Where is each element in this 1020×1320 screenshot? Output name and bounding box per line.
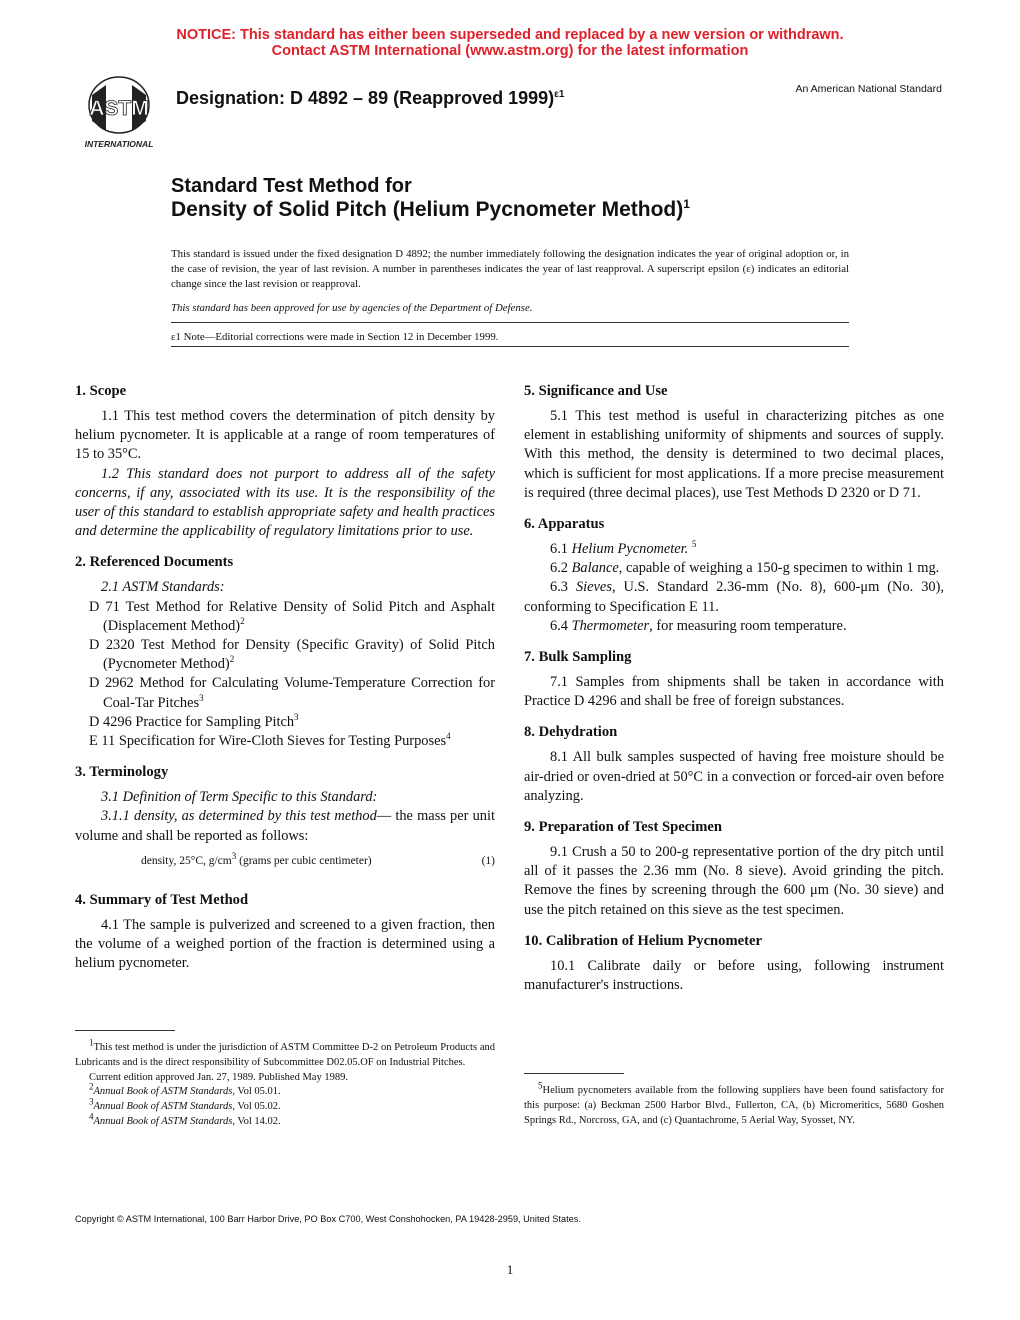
heading-calibration: 10. Calibration of Helium Pycnometer xyxy=(524,932,762,949)
title-line-2 xyxy=(171,198,690,222)
footnote-4-vol: , Vol 14.02. xyxy=(232,1115,281,1127)
ref-e11 xyxy=(75,732,495,751)
heading-preparation: 9. Preparation of Test Specimen xyxy=(524,819,722,836)
term-density: 3.1.1 density, as determined by this test method xyxy=(101,808,377,825)
notice-banner xyxy=(0,27,1020,59)
equation-sup: 3 xyxy=(231,851,237,862)
american-national-standard: An American National Standard xyxy=(795,83,942,95)
right-column xyxy=(524,382,944,1007)
para-6-2-term: Balance xyxy=(571,560,619,577)
footnotes-right xyxy=(524,1073,944,1128)
para-5-1: 5.1 This test method is useful in characterizing pitches as one element in establishing uniformity of shipments and sources of supply. With this method, the density is determined to two decimal places, which is sufficient for most applications. If a more precise measurement is required (three decimal places), use Test Methods D 2320 or D 71. xyxy=(524,408,944,501)
para-8-1: 8.1 All bulk samples suspected of having free moisture should be air-dried or oven-dried at 50°C in a convection or forced-air oven before analyzing. xyxy=(524,749,944,804)
heading-significance: 5. Significance and Use xyxy=(524,383,668,399)
para-6-2-num: 6.2 xyxy=(550,560,572,577)
title-text: Density of Solid Pitch (Helium Pycnometer Method) xyxy=(171,198,684,221)
heading-scope: 1. Scope xyxy=(75,383,127,399)
section-significance xyxy=(524,382,944,503)
section-summary xyxy=(75,891,495,974)
para-6-1-term: Helium Pycnometer. xyxy=(571,541,689,558)
page-number: 1 xyxy=(506,1262,514,1277)
title-footnote-mark: 1 xyxy=(683,197,690,211)
ref-d71 xyxy=(75,598,495,636)
ref-d2320-text: D 2320 Test Method for Density (Specific Gravity) of Solid Pitch (Pycnometer Method) xyxy=(89,637,495,673)
para-6-4-text: , for measuring room temperature. xyxy=(649,617,847,634)
heading-dehydration: 8. Dehydration xyxy=(524,724,618,741)
front-rule-top xyxy=(171,322,849,323)
para-4-1: 4.1 The sample is pulverized and screened to a given fraction, then the volume of a weighed portion of the fraction is determined using a helium pycnometer. xyxy=(75,917,495,972)
heading-referenced-documents: 2. Referenced Documents xyxy=(75,554,234,571)
ref-d4296-sup: 3 xyxy=(294,712,299,723)
astm-logo xyxy=(76,75,162,151)
para-6-3-term: Sieves xyxy=(575,579,612,596)
footnote-2-mark: 2 xyxy=(89,1081,94,1092)
footnote-4 xyxy=(75,1111,495,1130)
para-6-1 xyxy=(524,540,944,559)
footnotes-left xyxy=(75,1030,495,1130)
copyright: Copyright © ASTM International, 100 Barr Harbor Drive, PO Box C700, West Conshohocken, PA 19428-2959, United States. xyxy=(75,1214,581,1224)
para-6-3-text: , U.S. Standard 2.36-mm (No. 8), 600-μm (No. 30), conforming to Specification E 11. xyxy=(524,579,944,615)
para-3-1: 3.1 Definition of Term Specific to this Standard: xyxy=(101,789,378,806)
footnote-1-text: This test method is under the jurisdiction of ASTM Committee D-2 on Petroleum Products and Lubricants and is the direct responsibility of Subcommittee D02.05.OF on Industrial Pitches. xyxy=(75,1042,495,1068)
equation-text xyxy=(141,852,372,871)
para-6-1-sup: 5 xyxy=(691,539,697,550)
footnote-rule-right xyxy=(524,1073,624,1074)
para-2-1: 2.1 ASTM Standards: xyxy=(101,579,225,596)
footnote-2 xyxy=(75,1081,495,1100)
footnote-rule-left xyxy=(75,1030,175,1031)
ref-d2962 xyxy=(75,674,495,712)
designation-epsilon: ε1 xyxy=(554,89,565,100)
para-10-1: 10.1 Calibrate daily or before using, following instrument manufacturer's instructions. xyxy=(524,957,944,994)
heading-summary: 4. Summary of Test Method xyxy=(75,892,249,909)
ref-d71-text: D 71 Test Method for Relative Density of Solid Pitch and Asphalt (Displacement Method) xyxy=(89,598,495,634)
para-6-4-term: Thermometer xyxy=(571,617,650,634)
issuance-statement: This standard is issued under the fixed designation D 4892; the number immediately following the designation indicates the year of original adoption or, in the case of revision, the year of last revision. A number in parentheses indicates the year of last reapproval. A superscript epsilon (ε) indicates an editorial change since the last revision or reapproval. xyxy=(171,248,849,290)
para-6-3-num: 6.3 xyxy=(550,579,576,596)
para-6-2 xyxy=(524,559,944,578)
equation-number: (1) xyxy=(481,854,495,867)
ref-e11-sup: 4 xyxy=(446,731,451,742)
note-text: Note—Editorial corrections were made in Section 12 in December 1999. xyxy=(183,331,499,343)
section-terminology xyxy=(75,763,495,879)
ref-d4296-text: D 4296 Practice for Sampling Pitch xyxy=(89,713,295,730)
equation-units: (grams per cubic centimeter) xyxy=(236,854,372,867)
designation-text: Designation: D 4892 – 89 (Reapproved 1999) xyxy=(176,88,555,108)
equation-lhs: density, 25°C, g/cm xyxy=(141,854,232,867)
footnote-1-mark: 1 xyxy=(89,1037,94,1048)
footnote-3-title: Annual Book of ASTM Standards xyxy=(93,1101,233,1113)
footnote-2-title: Annual Book of ASTM Standards xyxy=(93,1086,233,1098)
footnote-4-mark: 4 xyxy=(89,1111,94,1122)
ref-e11-text: E 11 Specification for Wire-Cloth Sieves for Testing Purposes xyxy=(89,733,447,750)
section-bulk-sampling xyxy=(524,648,944,711)
footnote-3 xyxy=(75,1096,495,1115)
ref-d2962-sup: 3 xyxy=(199,692,204,703)
para-6-1-num: 6.1 xyxy=(550,541,572,558)
section-apparatus xyxy=(524,515,944,636)
footnote-5-text: Helium pycnometers available from the following suppliers have been found satisfactory for this purpose: (a) Beckman 2500 Harbor Blvd., Fullerton, CA, (b) Micromeritics, 5680 Goshen Springs Rd., Norcross, GA, and (c) Quantachrome, 5 Aerial Way, Syosset, NY. xyxy=(524,1085,944,1126)
footnote-3-vol: , Vol 05.02. xyxy=(232,1101,281,1113)
designation xyxy=(176,88,564,109)
heading-terminology: 3. Terminology xyxy=(75,764,169,781)
ref-d71-sup: 2 xyxy=(240,616,245,627)
ref-d2962-text: D 2962 Method for Calculating Volume-Temperature Correction for Coal-Tar Pitches xyxy=(89,675,495,711)
editorial-note xyxy=(171,330,849,345)
section-scope xyxy=(75,382,495,541)
logo-caption: INTERNATIONAL xyxy=(84,139,154,149)
term-definition: — the mass per unit volume and shall be reported as follows: xyxy=(75,808,495,844)
dod-approval: This standard has been approved for use by agencies of the Department of Defense. xyxy=(171,302,533,314)
ref-d4296 xyxy=(75,713,495,732)
logo-letters: ASTM xyxy=(89,97,149,120)
footnote-3-mark: 3 xyxy=(89,1096,94,1107)
para-3-1-1 xyxy=(75,807,495,845)
footnote-5-mark: 5 xyxy=(538,1080,543,1091)
section-dehydration xyxy=(524,723,944,806)
section-calibration xyxy=(524,932,944,995)
para-6-4-num: 6.4 xyxy=(550,617,572,634)
para-1-1: 1.1 This test method covers the determination of pitch density by helium pycnometer. It is applicable at a range of room temperatures of 15 to 35°C. xyxy=(75,408,495,463)
footnote-2-vol: , Vol 05.01. xyxy=(232,1086,281,1098)
para-1-2: 1.2 This standard does not purport to address all of the safety concerns, if any, associated with its use. It is the responsibility of the user of this standard to establish appropriate safety and health practices and determine the applicability of regulatory limitations prior to use. xyxy=(75,465,495,540)
title-line-1: Standard Test Method for xyxy=(171,175,412,197)
equation-1 xyxy=(75,846,495,879)
section-referenced-documents xyxy=(75,553,495,751)
ref-d2320 xyxy=(75,636,495,674)
note-epsilon: ε1 xyxy=(171,331,181,343)
footnote-1 xyxy=(75,1037,495,1071)
para-6-2-text: , capable of weighing a 150-g specimen to within 1 mg. xyxy=(618,560,940,577)
footnote-5 xyxy=(524,1080,944,1128)
left-column xyxy=(75,382,495,986)
footnote-4-title: Annual Book of ASTM Standards xyxy=(93,1115,233,1127)
para-6-4 xyxy=(524,617,944,636)
front-rule-bottom xyxy=(171,346,849,347)
heading-bulk-sampling: 7. Bulk Sampling xyxy=(524,649,632,666)
footnote-1b: Current edition approved Jan. 27, 1989. Published May 1989. xyxy=(89,1071,348,1083)
section-preparation xyxy=(524,818,944,920)
heading-apparatus: 6. Apparatus xyxy=(524,516,605,533)
para-9-1: 9.1 Crush a 50 to 200-g representative portion of the dry pitch until all of it passes the 2.36 mm (No. 8 sieve). Avoid grinding the pitch. Remove the fines by screening through the 600 μm (No. 30 sieve) and use the pitch retained on this sieve as the test specimen. xyxy=(524,844,944,918)
ref-d2320-sup: 2 xyxy=(229,654,235,665)
para-6-3 xyxy=(524,578,944,616)
notice-line-2: Contact ASTM International (www.astm.org) for the latest information xyxy=(271,43,749,59)
notice-line-1: NOTICE: This standard has either been superseded and replaced by a new version or withdrawn. xyxy=(176,27,844,43)
para-7-1: 7.1 Samples from shipments shall be taken in accordance with Practice D 4296 and shall be free of foreign substances. xyxy=(524,674,944,710)
